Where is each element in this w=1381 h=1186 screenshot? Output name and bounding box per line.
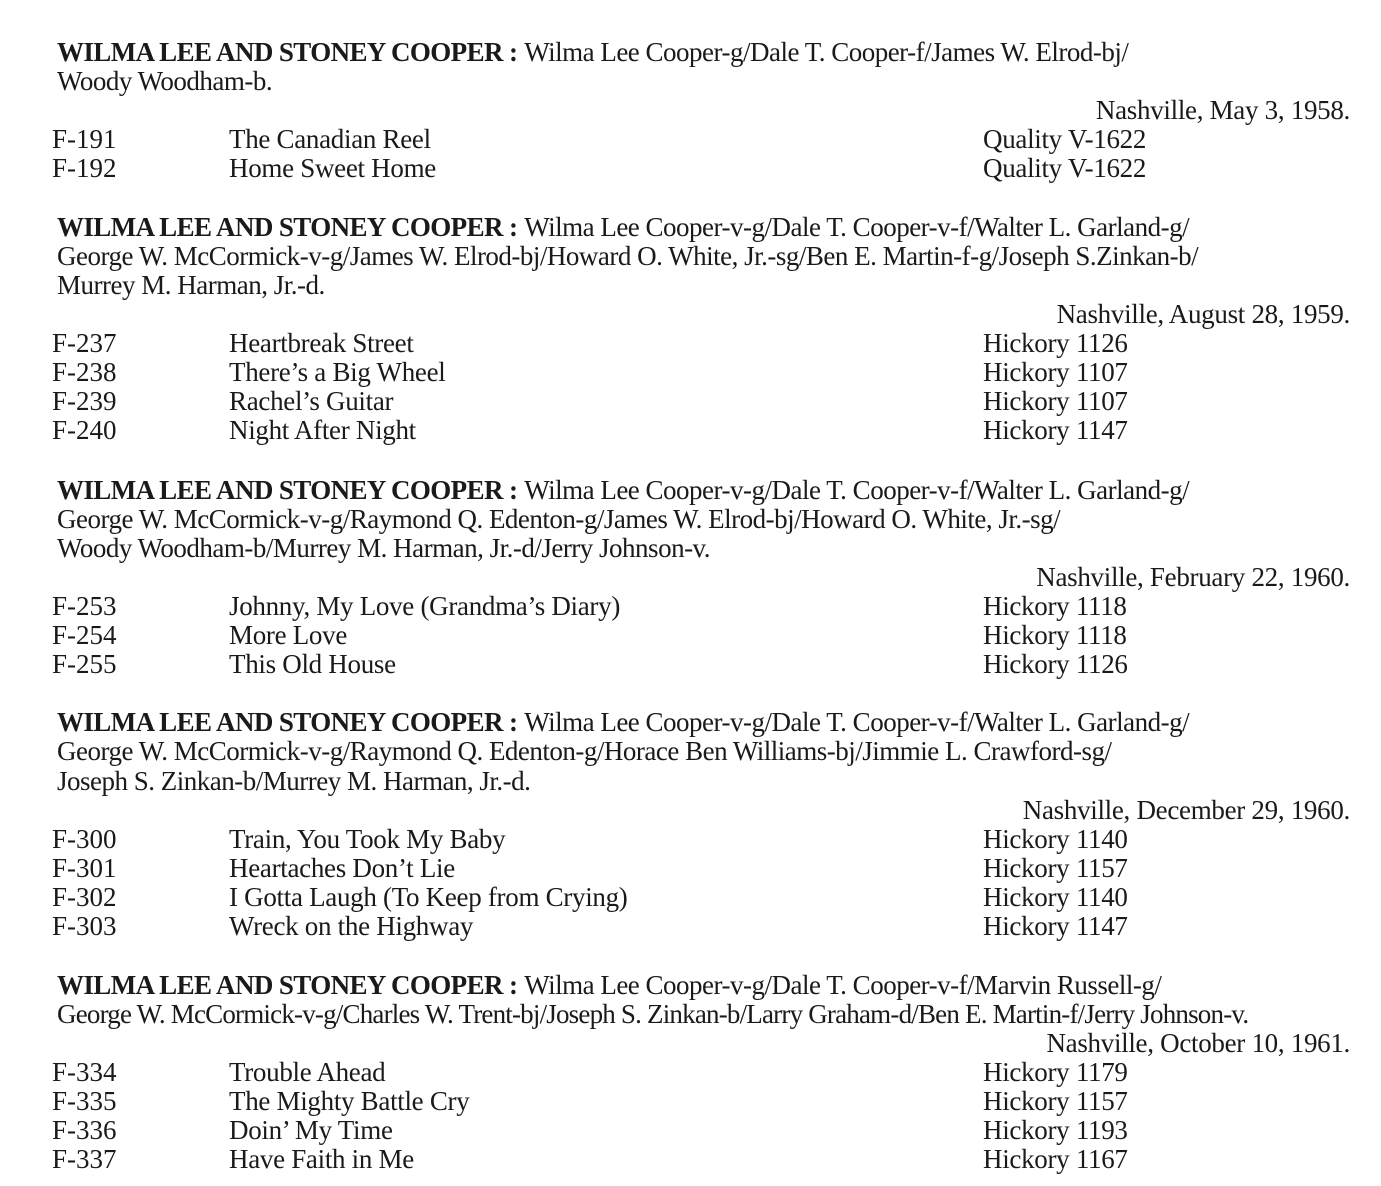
issue-number: Hickory 1147 xyxy=(983,415,1128,445)
matrix-number: F-254 xyxy=(52,620,117,650)
track-row xyxy=(0,1145,1381,1174)
issue-number: Hickory 1118 xyxy=(983,591,1127,621)
track-row xyxy=(0,883,1381,912)
issue-number: Hickory 1126 xyxy=(983,328,1128,358)
session-place-date: Nashville, December 29, 1960. xyxy=(1022,795,1350,825)
session-place-date: Nashville, May 3, 1958. xyxy=(1095,95,1350,125)
session-place-date: Nashville, February 22, 1960. xyxy=(1036,562,1350,592)
track-row xyxy=(0,1058,1381,1087)
track-title: The Mighty Battle Cry xyxy=(229,1086,470,1116)
track-row xyxy=(0,154,1381,183)
track-row xyxy=(0,358,1381,387)
issue-number: Hickory 1107 xyxy=(983,357,1128,387)
track-row xyxy=(0,621,1381,650)
track-title: Have Faith in Me xyxy=(229,1144,414,1174)
matrix-number: F-238 xyxy=(52,357,117,387)
track-title: Trouble Ahead xyxy=(229,1057,386,1087)
track-row xyxy=(0,1116,1381,1145)
track-row xyxy=(0,825,1381,854)
issue-number: Hickory 1126 xyxy=(983,649,1128,679)
issue-number: Quality V-1622 xyxy=(983,153,1147,183)
personnel-line: George W. McCormick-v-g/Raymond Q. Edenton-g/James W. Elrod-bj/Howard O. White, Jr.-sg/ xyxy=(57,504,1061,534)
track-title: The Canadian Reel xyxy=(229,124,431,154)
track-row xyxy=(0,650,1381,679)
matrix-number: F-336 xyxy=(52,1115,117,1145)
personnel-line xyxy=(57,38,1128,67)
issue-number: Hickory 1118 xyxy=(983,620,1127,650)
personnel-line: Murrey M. Harman, Jr.-d. xyxy=(57,270,325,300)
artist-name: WILMA LEE AND STONEY COOPER : xyxy=(57,212,518,242)
track-row xyxy=(0,1087,1381,1116)
track-title: Heartaches Don’t Lie xyxy=(229,853,455,883)
track-row xyxy=(0,854,1381,883)
artist-name: WILMA LEE AND STONEY COOPER : xyxy=(57,37,518,67)
track-title: Heartbreak Street xyxy=(229,328,414,358)
issue-number: Hickory 1147 xyxy=(983,911,1128,941)
matrix-number: F-300 xyxy=(52,824,117,854)
matrix-number: F-192 xyxy=(52,153,117,183)
matrix-number: F-240 xyxy=(52,415,117,445)
track-title: Rachel’s Guitar xyxy=(229,386,394,416)
personnel-line: George W. McCormick-v-g/Charles W. Trent-bj/Joseph S. Zinkan-b/Larry Graham-d/Ben E. Martin-f/Jerry Johnson-v. xyxy=(57,999,1249,1029)
session-place-date: Nashville, October 10, 1961. xyxy=(1046,1028,1350,1058)
track-title: Train, You Took My Baby xyxy=(229,824,506,854)
issue-number: Hickory 1157 xyxy=(983,1086,1128,1116)
issue-number: Hickory 1193 xyxy=(983,1115,1128,1145)
matrix-number: F-302 xyxy=(52,882,117,912)
matrix-number: F-337 xyxy=(52,1144,117,1174)
track-title: I Gotta Laugh (To Keep from Crying) xyxy=(229,882,628,912)
personnel-line: Woody Woodham-b/Murrey M. Harman, Jr.-d/Jerry Johnson-v. xyxy=(57,533,711,563)
personnel-line xyxy=(57,476,1189,505)
track-row xyxy=(0,387,1381,416)
track-title: There’s a Big Wheel xyxy=(229,357,446,387)
musicians-list: Wilma Lee Cooper-v-g/Dale T. Cooper-v-f/Walter L. Garland-g/ xyxy=(524,212,1190,242)
track-title: This Old House xyxy=(229,649,396,679)
musicians-list: Wilma Lee Cooper-v-g/Dale T. Cooper-v-f/Marvin Russell-g/ xyxy=(524,970,1162,1000)
track-row xyxy=(0,329,1381,358)
matrix-number: F-303 xyxy=(52,911,117,941)
track-row xyxy=(0,125,1381,154)
matrix-number: F-335 xyxy=(52,1086,117,1116)
matrix-number: F-334 xyxy=(52,1057,117,1087)
musicians-list: Wilma Lee Cooper-v-g/Dale T. Cooper-v-f/Walter L. Garland-g/ xyxy=(524,475,1190,505)
personnel-line: George W. McCormick-v-g/Raymond Q. Edenton-g/Horace Ben Williams-bj/Jimmie L. Crawford-sg/ xyxy=(57,736,1112,766)
issue-number: Hickory 1167 xyxy=(983,1144,1128,1174)
matrix-number: F-255 xyxy=(52,649,117,679)
session-place-date: Nashville, August 28, 1959. xyxy=(1056,299,1350,329)
issue-number: Hickory 1179 xyxy=(983,1057,1128,1087)
track-title: Johnny, My Love (Grandma’s Diary) xyxy=(229,591,621,621)
issue-number: Hickory 1140 xyxy=(983,882,1128,912)
matrix-number: F-239 xyxy=(52,386,117,416)
artist-name: WILMA LEE AND STONEY COOPER : xyxy=(57,707,518,737)
issue-number: Hickory 1107 xyxy=(983,386,1128,416)
track-title: More Love xyxy=(229,620,348,650)
personnel-line: George W. McCormick-v-g/James W. Elrod-bj/Howard O. White, Jr.-sg/Ben E. Martin-f-g/Joseph S.Zinkan-b/ xyxy=(57,241,1199,271)
track-row xyxy=(0,912,1381,941)
artist-name: WILMA LEE AND STONEY COOPER : xyxy=(57,970,518,1000)
artist-name: WILMA LEE AND STONEY COOPER : xyxy=(57,475,518,505)
personnel-line xyxy=(57,213,1189,242)
issue-number: Hickory 1157 xyxy=(983,853,1128,883)
track-row xyxy=(0,416,1381,445)
personnel-line xyxy=(57,971,1161,1000)
personnel-line xyxy=(57,708,1189,737)
track-title: Doin’ My Time xyxy=(229,1115,393,1145)
personnel-line: Joseph S. Zinkan-b/Murrey M. Harman, Jr.-d. xyxy=(57,766,531,796)
musicians-list: Wilma Lee Cooper-g/Dale T. Cooper-f/James W. Elrod-bj/ xyxy=(524,37,1129,67)
personnel-line: Woody Woodham-b. xyxy=(57,66,273,96)
musicians-list: Wilma Lee Cooper-v-g/Dale T. Cooper-v-f/Walter L. Garland-g/ xyxy=(524,707,1190,737)
matrix-number: F-253 xyxy=(52,591,117,621)
track-title: Night After Night xyxy=(229,415,416,445)
matrix-number: F-237 xyxy=(52,328,117,358)
matrix-number: F-191 xyxy=(52,124,117,154)
track-title: Wreck on the Highway xyxy=(229,911,474,941)
track-title: Home Sweet Home xyxy=(229,153,436,183)
issue-number: Hickory 1140 xyxy=(983,824,1128,854)
matrix-number: F-301 xyxy=(52,853,117,883)
track-row xyxy=(0,592,1381,621)
issue-number: Quality V-1622 xyxy=(983,124,1147,154)
